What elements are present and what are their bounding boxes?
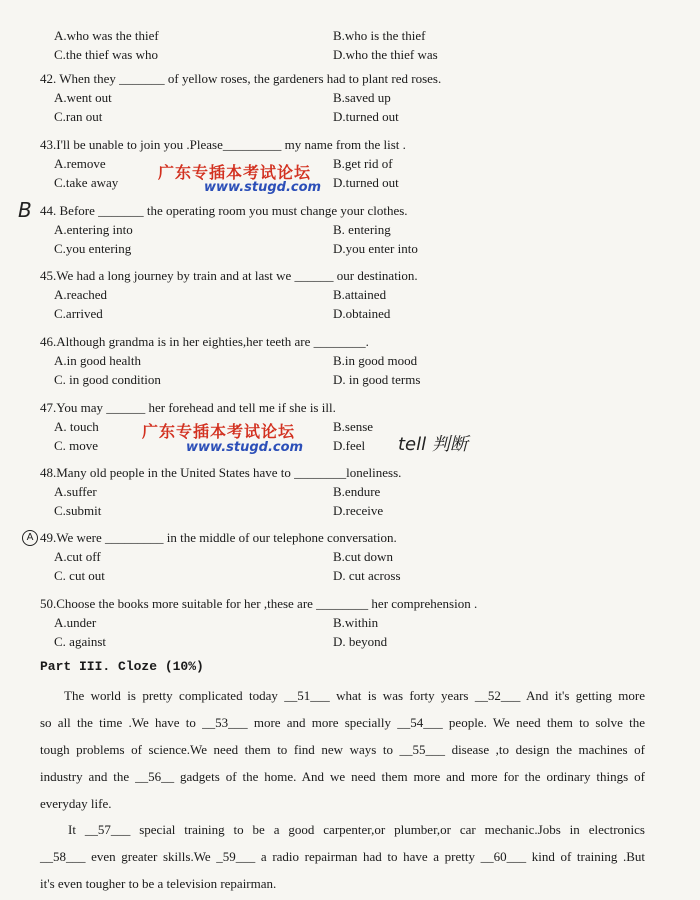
- question-42: [40, 70, 660, 126]
- option-a: A. touch: [54, 419, 99, 434]
- option-row: [40, 547, 660, 566]
- option-row: [40, 220, 660, 239]
- question-stem: 43.I'll be unable to join you .Please_________ my name from the list .: [40, 137, 406, 152]
- option-a: A.under: [54, 615, 97, 630]
- handwritten-answer-mark: B: [18, 198, 32, 222]
- option-c: C. cut out: [54, 568, 105, 583]
- watermark-url: www.stugd.com: [204, 180, 322, 195]
- watermark-forum-name: 广东专插本考试论坛: [158, 163, 312, 182]
- option-a: A.entering into: [54, 222, 133, 237]
- question-stem: 44. Before _______ the operating room you must change your clothes.: [40, 203, 408, 218]
- question-stem: 45.We had a long journey by train and at last we ______ our destination.: [40, 268, 418, 283]
- option-row: [40, 239, 660, 258]
- option-row: [40, 351, 660, 370]
- paragraph-line: tough problems of science.We need them to find new ways to __55___ disease ,to design the machines of: [40, 742, 645, 757]
- option-c: C. against: [54, 634, 106, 649]
- option-row: [40, 173, 660, 192]
- option-a: A.who was the thief: [54, 28, 159, 43]
- option-row: [40, 154, 660, 173]
- question-stem: 49.We were _________ in the middle of our telephone conversation.: [40, 530, 397, 545]
- option-row: [40, 26, 660, 45]
- option-d: D. in good terms: [333, 372, 421, 387]
- option-row: [40, 613, 660, 632]
- option-d: D.turned out: [333, 109, 399, 124]
- option-row: [40, 285, 660, 304]
- question-50: [40, 595, 660, 651]
- option-b: B.cut down: [333, 549, 393, 564]
- option-c: C.ran out: [54, 109, 103, 124]
- paragraph-line: everyday life.: [40, 796, 112, 811]
- option-a: A.went out: [54, 90, 112, 105]
- option-d: D.feel: [333, 438, 366, 453]
- option-d: D.who the thief was: [333, 47, 438, 62]
- paragraph-line: It __57___ special training to be a good carpenter,or plumber,or car mechanic.Jobs in electronics: [68, 822, 645, 837]
- option-row: [40, 304, 660, 323]
- option-b: B.within: [333, 615, 379, 630]
- option-row: [40, 417, 660, 436]
- option-row: [40, 566, 660, 585]
- cloze-paragraph: [40, 682, 645, 817]
- option-a: A.reached: [54, 287, 108, 302]
- option-d: D.you enter into: [333, 241, 418, 256]
- question-41-options: [40, 26, 660, 64]
- option-row: [40, 501, 660, 520]
- section-title: Part III. Cloze (10%): [40, 659, 204, 674]
- paragraph-line: industry and the __56__ gadgets of the home. And we need them more and more for the ordinary things of: [40, 769, 645, 784]
- paragraph-line: __58___ even greater skills.We _59___ a radio repairman had to have a pretty __60___ kind of training .But: [40, 849, 645, 864]
- option-d: D. beyond: [333, 634, 388, 649]
- option-b: B.sense: [333, 419, 374, 434]
- option-a: A.cut off: [54, 549, 101, 564]
- paragraph-line: The world is pretty complicated today __51___ what is was forty years __52___ And it's getting more: [64, 688, 645, 703]
- option-row: [40, 45, 660, 64]
- option-a: A.in good health: [54, 353, 142, 368]
- option-b: B.in good mood: [333, 353, 418, 368]
- option-d: D. cut across: [333, 568, 401, 583]
- option-c: C.you entering: [54, 241, 132, 256]
- question-45: [40, 267, 660, 323]
- question-46: [40, 333, 660, 389]
- option-d: D.receive: [333, 503, 384, 518]
- option-d: D.turned out: [333, 175, 399, 190]
- question-stem: 46.Although grandma is in her eighties,her teeth are ________.: [40, 334, 369, 349]
- option-b: B. entering: [333, 222, 391, 237]
- option-c: C. in good condition: [54, 372, 161, 387]
- option-row: [40, 436, 660, 455]
- option-a: A.remove: [54, 156, 106, 171]
- option-row: [40, 482, 660, 501]
- question-stem: 47.You may ______ her forehead and tell me if she is ill.: [40, 400, 336, 415]
- handwritten-answer-mark: A: [22, 530, 38, 546]
- question-stem: 42. When they _______ of yellow roses, the gardeners had to plant red roses.: [40, 71, 442, 86]
- option-c: C.arrived: [54, 306, 103, 321]
- option-row: [40, 88, 660, 107]
- question-44: [40, 202, 660, 258]
- option-c: C.submit: [54, 503, 102, 518]
- question-stem: 50.Choose the books more suitable for her ,these are ________ her comprehension .: [40, 596, 478, 611]
- option-b: B.saved up: [333, 90, 391, 105]
- option-row: [40, 370, 660, 389]
- watermark-forum-name: 广东专插本考试论坛: [142, 422, 296, 441]
- watermark-url: www.stugd.com: [186, 440, 304, 455]
- question-49: [40, 529, 660, 585]
- question-stem: 48.Many old people in the United States have to ________loneliness.: [40, 465, 402, 480]
- option-c: C.the thief was who: [54, 47, 158, 62]
- option-b: B.who is the thief: [333, 28, 426, 43]
- cloze-paragraph: [40, 816, 645, 897]
- option-d: D.obtained: [333, 306, 391, 321]
- question-47: [40, 399, 660, 455]
- paragraph-line: so all the time .We have to __53___ more and more specially __54___ people. We need them to solve the: [40, 715, 645, 730]
- option-b: B.get rid of: [333, 156, 393, 171]
- handwritten-note: tell 判断: [398, 434, 468, 455]
- option-b: B.attained: [333, 287, 387, 302]
- option-a: A.suffer: [54, 484, 97, 499]
- paragraph-line: it's even tougher to be a television repairman.: [40, 876, 277, 891]
- option-c: C. move: [54, 438, 99, 453]
- option-row: [40, 107, 660, 126]
- option-b: B.endure: [333, 484, 381, 499]
- question-43: [40, 136, 660, 192]
- option-row: [40, 632, 660, 651]
- option-c: C.take away: [54, 175, 119, 190]
- question-48: [40, 464, 660, 520]
